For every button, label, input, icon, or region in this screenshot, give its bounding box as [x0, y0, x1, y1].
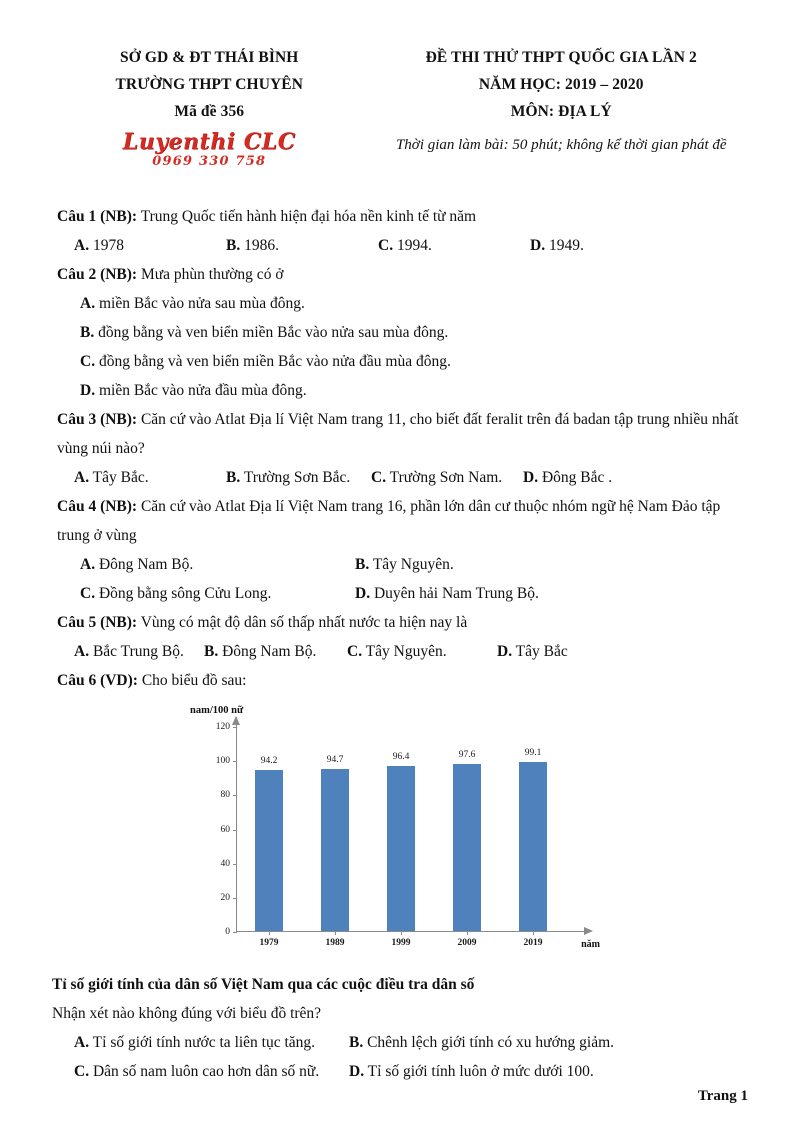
question-1 [52, 202, 748, 260]
option-a-text: Tây Bắc. [89, 469, 149, 486]
option-d-text: 1949. [545, 237, 584, 254]
option-c-text: Dân số nam luôn cao hơn dân số nữ. [89, 1063, 320, 1080]
question-2-stem [57, 260, 748, 289]
option-b-key: B. [204, 643, 219, 660]
option-b-key: B. [226, 469, 241, 486]
y-axis-tick: 40 [203, 859, 230, 869]
bar-value-label: 97.6 [458, 750, 476, 761]
x-tick-mark [269, 931, 270, 935]
document-header [0, 0, 800, 168]
option-b-text: Đông Nam Bộ. [218, 643, 317, 660]
option-d-key: D. [355, 585, 371, 602]
bar-slot [236, 726, 302, 948]
question-2-option-b-row [80, 318, 748, 347]
question-1-label: Câu 1 (NB): [57, 208, 138, 225]
option-a-text: Bắc Trung Bộ. [89, 643, 184, 660]
x-axis-tick-label: 1989 [325, 938, 345, 948]
bar-slot [368, 726, 434, 948]
exam-code-line: Mã đề 356 [174, 103, 245, 120]
subject-line: MÔN: ĐỊA LÝ [510, 103, 612, 120]
chart-caption: Tỉ số giới tính của dân số Việt Nam qua các cuộc điều tra dân số [52, 976, 475, 993]
option-a-text: Đông Nam Bộ. [95, 556, 194, 573]
option-b-text: 1986. [240, 237, 279, 254]
option-a-key: A. [74, 643, 90, 660]
option-b[interactable] [204, 637, 347, 666]
option-c-text: 1994. [393, 237, 432, 254]
question-5-options [74, 637, 748, 666]
option-c[interactable] [74, 1057, 349, 1086]
option-a-key: A. [74, 237, 90, 254]
option-a-text: 1978 [89, 237, 124, 254]
logo-phone-number: 0969 330 758 [152, 154, 267, 169]
option-a[interactable] [74, 463, 226, 492]
bar-value-label: 94.2 [260, 756, 278, 767]
option-b[interactable] [355, 550, 630, 579]
bar [519, 762, 547, 931]
option-b-key: B. [80, 324, 95, 341]
option-c-text: đồng bằng và ven biển miền Bắc vào nửa đầu mùa đông. [95, 353, 451, 370]
x-tick-mark [401, 931, 402, 935]
option-c[interactable] [80, 579, 355, 608]
chart-plot-area [215, 722, 600, 950]
option-d-text: miền Bắc vào nửa đầu mùa đông. [95, 382, 307, 399]
option-d-key: D. [497, 643, 513, 660]
question-3-stem [57, 405, 748, 463]
school-name-line: TRƯỜNG THPT CHUYÊN [115, 76, 304, 93]
y-tick-mark [233, 932, 237, 933]
option-c-text: Đồng bằng sông Cửu Long. [95, 585, 272, 602]
school-department-line: SỞ GD & ĐT THÁI BÌNH [120, 49, 299, 66]
option-b[interactable] [80, 318, 448, 347]
question-4-stem [57, 492, 748, 550]
option-d[interactable] [497, 637, 568, 666]
x-tick-mark [533, 931, 534, 935]
question-2-option-c-row [80, 347, 748, 376]
exam-duration-note: Thời gian làm bài: 50 phút; không kể thời gian phát đề [395, 137, 727, 153]
x-tick-mark [467, 931, 468, 935]
option-b-text: Chênh lệch giới tính có xu hướng giảm. [363, 1034, 615, 1051]
question-1-stem [57, 202, 748, 231]
question-6-text: Cho biểu đồ sau: [137, 672, 247, 689]
option-c[interactable] [378, 231, 530, 260]
y-axis-tick: 100 [203, 756, 230, 766]
option-d-text: Duyên hải Nam Trung Bộ. [370, 585, 539, 602]
option-c-key: C. [74, 1063, 90, 1080]
option-a-key: A. [80, 556, 96, 573]
option-d-key: D. [80, 382, 96, 399]
question-2-option-a-row [80, 289, 748, 318]
option-a[interactable] [74, 231, 226, 260]
question-3 [52, 405, 748, 492]
chart-bars [236, 726, 566, 948]
option-c-text: Trường Sơn Nam. [386, 469, 503, 486]
question-2-label: Câu 2 (NB): [57, 266, 138, 283]
option-d[interactable] [80, 376, 307, 405]
bar-slot [434, 726, 500, 948]
bar-value-label: 94.7 [326, 755, 344, 766]
bar [255, 770, 283, 931]
question-4-label: Câu 4 (NB): [57, 498, 138, 515]
option-b[interactable] [349, 1028, 624, 1057]
option-a[interactable] [74, 1028, 349, 1057]
header-left-column [52, 44, 367, 168]
option-c-key: C. [347, 643, 363, 660]
question-6-options-row-1 [74, 1028, 748, 1057]
option-d[interactable] [530, 231, 682, 260]
option-b-text: Tây Nguyên. [369, 556, 454, 573]
option-d-key: D. [349, 1063, 365, 1080]
question-4-text: Căn cứ vào Atlat Địa lí Việt Nam trang 16, phần lớn dân cư thuộc nhóm ngữ hệ Nam Đảo tập trung ở vùng [57, 498, 721, 544]
y-axis-unit-label: nam/100 nữ [190, 705, 244, 716]
question-2-option-d-row [80, 376, 748, 405]
option-b-text: đồng bằng và ven biển miền Bắc vào nửa sau mùa đông. [94, 324, 449, 341]
exam-title-line: ĐỀ THI THỬ THPT QUỐC GIA LẦN 2 [425, 49, 697, 66]
bar [453, 764, 481, 931]
question-5-text: Vùng có mật độ dân số thấp nhất nước ta hiện nay là [137, 614, 468, 631]
option-a-text: miền Bắc vào nửa sau mùa đông. [95, 295, 305, 312]
y-axis-tick: 120 [203, 722, 230, 732]
exam-body [0, 202, 800, 1086]
question-2 [52, 260, 748, 405]
option-c-key: C. [378, 237, 394, 254]
x-axis-tick-label: 2019 [523, 938, 543, 948]
option-a[interactable] [80, 289, 305, 318]
question-5-label: Câu 5 (NB): [57, 614, 138, 631]
option-c[interactable] [371, 463, 523, 492]
question-6-stem [57, 666, 748, 695]
question-6 [52, 666, 748, 1086]
question-2-text: Mưa phùn thường có ở [137, 266, 284, 283]
option-c-text: Tây Nguyên. [362, 643, 447, 660]
x-axis-tick-label: 1979 [259, 938, 279, 948]
option-b[interactable] [226, 231, 378, 260]
option-c-key: C. [80, 353, 96, 370]
y-axis-tick: 0 [203, 927, 230, 937]
option-c[interactable] [347, 637, 497, 666]
x-axis-unit-label: năm [581, 939, 600, 950]
y-axis-tick: 20 [203, 893, 230, 903]
x-axis-tick-label: 1999 [391, 938, 411, 948]
option-d[interactable] [355, 579, 630, 608]
question-3-text: Căn cứ vào Atlat Địa lí Việt Nam trang 11, cho biết đất feralit trên đá badan tập trung nhiều nhất vùng núi nào? [57, 411, 739, 457]
option-c[interactable] [80, 347, 451, 376]
option-b-key: B. [355, 556, 370, 573]
question-4-options-row-2 [80, 579, 748, 608]
option-d-text: Tây Bắc [512, 643, 568, 660]
question-4 [52, 492, 748, 608]
bar [387, 766, 415, 931]
question-3-label: Câu 3 (NB): [57, 411, 138, 428]
luyenthi-clc-logo [123, 131, 296, 168]
option-a-key: A. [74, 469, 90, 486]
page-footer: Trang 1 [697, 1088, 748, 1104]
y-axis-tick: 60 [203, 825, 230, 835]
question-1-text: Trung Quốc tiến hành hiện đại hóa nền kinh tế từ năm [137, 208, 477, 225]
option-a[interactable] [80, 550, 355, 579]
y-axis-tick: 80 [203, 790, 230, 800]
chart-inner [184, 705, 604, 963]
option-d-key: D. [530, 237, 546, 254]
school-year-line: NĂM HỌC: 2019 – 2020 [478, 76, 644, 93]
question-3-options [74, 463, 748, 492]
bar-value-label: 99.1 [524, 747, 542, 758]
x-tick-mark [335, 931, 336, 935]
header-right-column [367, 44, 748, 168]
gender-ratio-bar-chart [52, 705, 748, 963]
option-b-text: Trường Sơn Bắc. [240, 469, 351, 486]
option-a-key: A. [80, 295, 96, 312]
option-a[interactable] [74, 637, 204, 666]
question-1-options [74, 231, 748, 260]
option-a-key: A. [74, 1034, 90, 1051]
question-6-label: Câu 6 (VD): [57, 672, 138, 689]
option-b-key: B. [226, 237, 241, 254]
question-6-options-row-2 [74, 1057, 748, 1086]
logo-brand-text: Luyenthi CLC [122, 129, 296, 155]
option-d[interactable] [523, 463, 612, 492]
option-c-key: C. [371, 469, 387, 486]
bar-value-label: 96.4 [392, 752, 410, 763]
question-4-options-row-1 [80, 550, 748, 579]
bar-slot [302, 726, 368, 948]
question-5-stem [57, 608, 748, 637]
option-c-key: C. [80, 585, 96, 602]
x-axis-tick-label: 2009 [457, 938, 477, 948]
question-6-sub-question: Nhận xét nào không đúng với biểu đồ trên? [52, 1005, 322, 1022]
option-b-key: B. [349, 1034, 364, 1051]
x-axis-line [236, 931, 588, 932]
option-d-text: Đông Bắc . [538, 469, 613, 486]
option-a-text: Tỉ số giới tính nước ta liên tục tăng. [89, 1034, 316, 1051]
option-b[interactable] [226, 463, 371, 492]
option-d-key: D. [523, 469, 539, 486]
option-d-text: Tỉ số giới tính luôn ở mức dưới 100. [364, 1063, 594, 1080]
question-5 [52, 608, 748, 666]
bar [321, 769, 349, 931]
option-d[interactable] [349, 1057, 624, 1086]
bar-slot [500, 726, 566, 948]
